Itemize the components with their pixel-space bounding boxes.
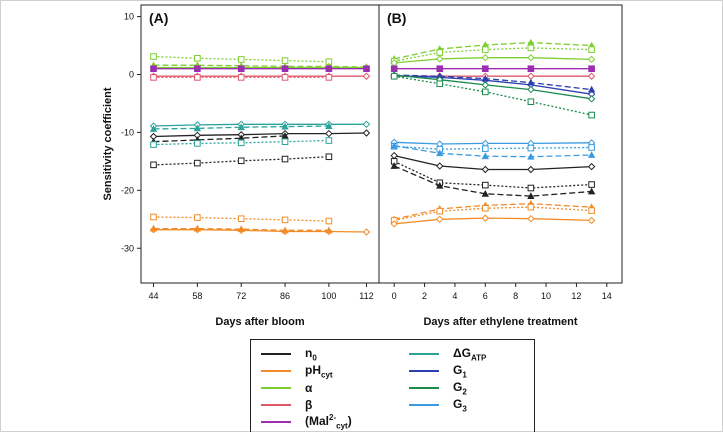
- panel-0-series-12-point: [326, 66, 332, 72]
- panel-1-series-12-point: [391, 153, 397, 159]
- panel-1-series-1-point: [437, 50, 443, 56]
- legend-swatch: [409, 404, 439, 406]
- panel-1-series-16-point: [483, 205, 489, 211]
- panel-0-series-0-line: [154, 230, 367, 232]
- panel-1-series-12-line: [394, 156, 591, 170]
- panel-1-x-tick-label: 12: [571, 291, 582, 301]
- panel-0-x-axis-label: Days after bloom: [215, 316, 305, 328]
- panel-0-series-7-point: [326, 138, 332, 144]
- panel-0-series-0-point: [363, 229, 369, 235]
- panel-0-x-tick-label: 72: [236, 291, 247, 301]
- panel-0-series-14-point: [151, 75, 157, 81]
- panel-0-y-tick-label: -20: [120, 185, 134, 196]
- legend: [250, 339, 535, 432]
- panel-1-series-10-point: [589, 145, 595, 151]
- panel-0-series-7-point: [195, 141, 201, 147]
- panel-0-series-2-point: [238, 216, 244, 222]
- panel-0-series-14-point: [238, 75, 244, 81]
- panel-0-series-2-point: [282, 217, 288, 223]
- panel-1-series-12-point: [589, 164, 595, 170]
- legend-label: (Mal$^{2-}_{cyt}$): [305, 413, 352, 431]
- panel-1-series-10-point: [528, 145, 534, 151]
- panel-1-series-14-line: [394, 166, 591, 196]
- legend-item-left-4: [261, 414, 352, 430]
- panel-1-series-17-point: [528, 216, 534, 222]
- panel-1-series-8-line: [394, 76, 591, 115]
- panel-0-series-6-line: [154, 124, 367, 126]
- panel-1-series-1-point: [483, 47, 489, 53]
- panel-1-series-1-point: [528, 45, 534, 51]
- panel-0-y-tick-label: -30: [120, 243, 134, 254]
- panel-0-series-14-point: [195, 75, 201, 81]
- legend-item-right-2: [409, 380, 467, 396]
- panel-0-series-10-line: [154, 65, 367, 67]
- panel-1-x-tick-label: 0: [391, 291, 397, 301]
- legend-item-right-0: [409, 346, 486, 362]
- panel-1-series-16-point: [437, 208, 443, 214]
- panel-1-series-9-line: [394, 142, 591, 144]
- panel-0-series-12-point: [151, 66, 157, 72]
- panel-0-series-14-point: [282, 75, 288, 81]
- panel-0-series-3-point: [363, 130, 369, 136]
- legend-swatch: [261, 421, 291, 423]
- legend-label: $\Delta G_{ATP}$: [453, 345, 487, 363]
- legend-label: β: [305, 398, 313, 412]
- panel-0-x-tick-label: 86: [280, 291, 291, 301]
- panel-1-series-8-point: [483, 89, 489, 95]
- panel-0-series-5-point: [326, 154, 332, 160]
- panel-0-series-2-point: [151, 214, 157, 220]
- legend-item-left-0: [261, 346, 317, 362]
- panel-0-y-tick-label: -10: [120, 127, 134, 138]
- legend-item-left-2: [261, 380, 312, 396]
- legend-swatch: [261, 353, 291, 355]
- legend-swatch: [261, 370, 291, 372]
- panel-1-series-8-point: [437, 81, 443, 87]
- panel-1-x-tick-label: 6: [482, 291, 488, 301]
- panel-1-series-17-point: [437, 216, 443, 222]
- panel-1-series-2-point: [482, 55, 488, 61]
- panel-0-series-5-point: [151, 162, 157, 168]
- panel-0-series-12-point: [238, 66, 244, 72]
- panel-1-series-8-point: [528, 99, 534, 105]
- panel-0-x-tick-label: 112: [359, 291, 374, 301]
- panel-1-series-4-point: [589, 73, 595, 79]
- panel-0-label: (A): [149, 10, 169, 26]
- panel-1-x-tick-label: 8: [513, 291, 519, 301]
- panel-1-series-12-point: [482, 166, 488, 172]
- panel-1-series-10-line: [394, 146, 591, 149]
- legend-swatch: [409, 370, 439, 372]
- legend-swatch: [261, 387, 291, 389]
- panel-1-series-10-point: [483, 146, 489, 152]
- panel-1-series-8-point: [589, 112, 595, 118]
- legend-swatch: [261, 404, 291, 406]
- panel-1-series-7-point: [482, 82, 488, 88]
- panel-0-x-tick-label: 44: [148, 291, 159, 301]
- panel-1-series-3-point: [528, 66, 534, 72]
- panel-0-series-7-point: [238, 140, 244, 146]
- panel-1-series-3-point: [391, 66, 397, 72]
- panel-0-y-axis-label: Sensitivity coefficient: [102, 87, 114, 201]
- legend-item-left-3: [261, 397, 312, 413]
- panel-1-series-15-line: [394, 204, 591, 220]
- panel-0-series-12-point: [364, 66, 370, 72]
- panel-1-series-3-point: [437, 66, 443, 72]
- panel-0-x-tick-label: 100: [321, 291, 337, 301]
- panel-1-series-2-point: [437, 56, 443, 62]
- panel-1-series-16-point: [589, 208, 595, 214]
- panel-1-x-axis-label: Days after ethylene treatment: [423, 316, 578, 328]
- panel-1-series-11-line: [394, 146, 591, 157]
- panel-0-series-7-point: [282, 139, 288, 145]
- panel-1-series-8-point: [391, 73, 397, 79]
- panel-1-series-7-point: [589, 96, 595, 102]
- panel-1-series-17-point: [482, 215, 488, 221]
- panel-0-series-5-point: [238, 158, 244, 164]
- panel-0-x-tick-label: 58: [192, 291, 203, 301]
- panel-0-series-2-point: [195, 215, 201, 221]
- legend-label: $n_0$: [305, 345, 317, 363]
- panel-1-series-3-point: [589, 66, 595, 72]
- panel-1-series-7-point: [528, 87, 534, 93]
- legend-swatch: [409, 387, 439, 389]
- legend-item-right-3: [409, 397, 467, 413]
- panel-1-series-2-point: [528, 55, 534, 61]
- panel-1-series-12-point: [437, 163, 443, 169]
- legend-label: $pH_{cyt}$: [305, 362, 333, 380]
- panel-1-series-6-point: [589, 87, 595, 93]
- panel-0-y-tick-label: 10: [123, 11, 134, 22]
- panel-1-series-13-line: [394, 161, 591, 188]
- panel-0-y-tick-label: 0: [128, 69, 134, 80]
- panel-0-series-12-point: [282, 66, 288, 72]
- legend-label: $G_3$: [453, 396, 467, 414]
- panel-0-series-9-point: [195, 55, 201, 61]
- panel-1-series-13-point: [483, 182, 489, 188]
- panel-1-series-3-point: [483, 66, 489, 72]
- panel-0-series-6-point: [363, 121, 369, 127]
- panel-1-series-1-point: [589, 47, 595, 53]
- panel-0-series-4-line: [154, 136, 286, 142]
- legend-item-left-1: [261, 363, 333, 379]
- panel-0-axes-box: [141, 5, 379, 283]
- legend-label: $G_2$: [453, 379, 467, 397]
- panel-1-series-0-line: [394, 43, 591, 59]
- legend-item-right-1: [409, 363, 467, 379]
- panel-1-series-7-line: [394, 75, 591, 99]
- panel-1-series-4-point: [528, 73, 534, 79]
- panel-1-series-2-line: [394, 58, 591, 63]
- panel-1-series-17-line: [394, 218, 591, 224]
- panel-0-series-3-point: [326, 131, 332, 137]
- legend-swatch: [409, 353, 439, 355]
- panel-0-series-12-point: [195, 66, 201, 72]
- panel-0-series-3-line: [154, 133, 367, 137]
- panel-0-series-13-point: [363, 73, 369, 79]
- legend-label: $G_1$: [453, 362, 467, 380]
- panel-0-series-7-point: [151, 142, 157, 148]
- panel-0-series-9-point: [238, 57, 244, 63]
- panel-0-series-2-point: [326, 218, 332, 224]
- panel-1-series-2-point: [589, 56, 595, 62]
- panel-0-series-5-point: [282, 156, 288, 162]
- panel-0-series-5-point: [195, 160, 201, 166]
- panel-1-x-tick-label: 2: [422, 291, 428, 301]
- panel-0-series-9-point: [151, 54, 157, 60]
- panel-0-series-14-point: [326, 75, 332, 81]
- panel-1-series-13-point: [528, 185, 534, 191]
- panel-1-series-13-point: [589, 182, 595, 188]
- panel-1-x-tick-label: 10: [541, 291, 552, 301]
- panel-1-series-16-point: [528, 204, 534, 210]
- panel-1-series-17-point: [589, 217, 595, 223]
- panel-1-series-11-point: [589, 152, 595, 158]
- panel-1-x-tick-label: 4: [452, 291, 458, 301]
- panel-1-x-tick-label: 14: [601, 291, 612, 301]
- panel-1-label: (B): [387, 10, 407, 26]
- legend-label: α: [305, 381, 313, 395]
- panel-1-series-12-point: [528, 166, 534, 172]
